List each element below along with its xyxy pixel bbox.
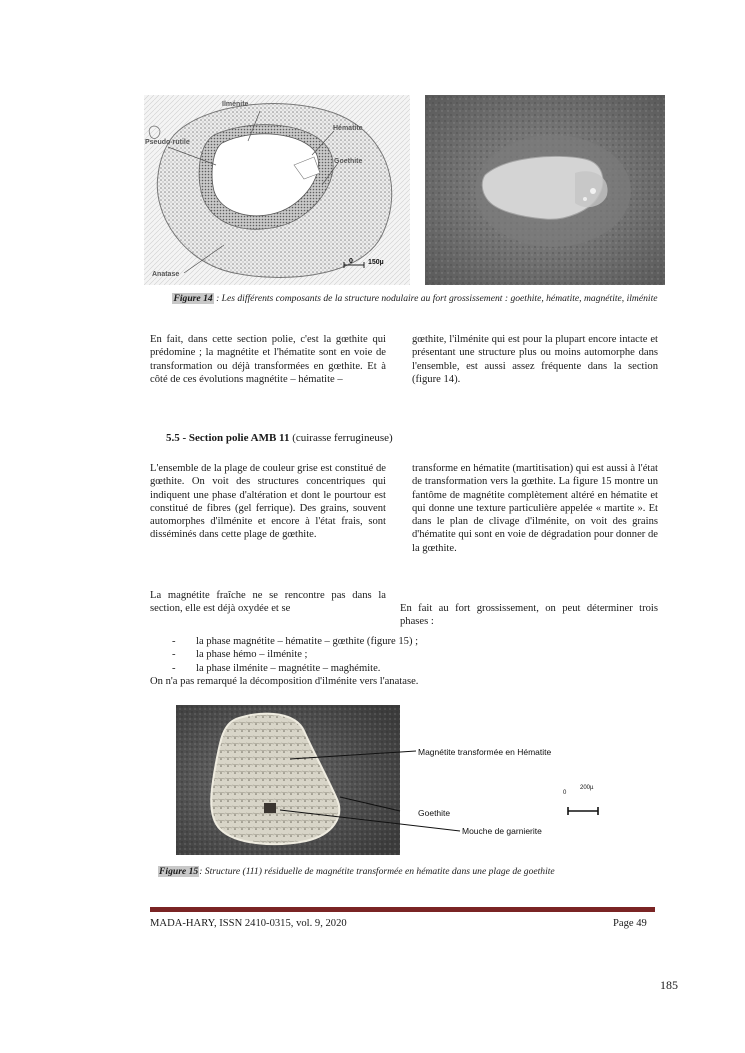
- bullet-dash: -: [172, 662, 176, 674]
- figure-15-caption-text: : Structure (111) résiduelle de magnétite transformée en hématite dans une plage de goethite: [199, 866, 555, 877]
- bullet-dash: -: [172, 649, 176, 661]
- scale-value-14: 150µ: [368, 259, 384, 266]
- page-number: 185: [660, 978, 678, 992]
- para2-right-continued: En fait au fort grossissement, on peut déterminer trois phases :: [400, 603, 658, 628]
- list-item: - la phase hémo – ilménite ;: [172, 649, 308, 661]
- label-hematite: Hématite: [333, 125, 363, 132]
- figure-14-sketch: [144, 95, 410, 285]
- para2-left: L'ensemble de la plage de couleur grise est constitué de gœthite. On voit des structures concentriques qui indiquent une phase d'altération et dont le pourtour est constitué de fibres (gel ferrique). Des grains, souvent automorphes d'ilménite et encore à l'état frais, sont disséminés dans cette plage de gœthite.: [150, 463, 386, 541]
- scale-value-15: 200µ: [580, 785, 594, 791]
- section-heading: [166, 432, 393, 444]
- scale-zero-14: 0: [349, 258, 353, 265]
- label-mouche: Mouche de garnierite: [462, 826, 542, 836]
- label-anatase: Anatase: [152, 271, 180, 278]
- para2-left-continued: La magnétite fraîche ne se rencontre pas dans la section, elle est déjà oxydée et se: [150, 590, 386, 615]
- figure-15-caption-label: Figure 15: [159, 866, 199, 877]
- scale-zero-15: 0: [563, 790, 567, 796]
- figure-14-micrograph: [425, 95, 665, 285]
- note: On n'a pas remarqué la décomposition d'ilménite vers l'anatase.: [150, 676, 419, 687]
- para2-right: transforme en hématite (martitisation) qui est aussi à l'état de transformation vers la gœthite. La figure 15 montre un fantôme de magnétite complètement altéré en hématite et qui donne une texture particulière appelée « martite ». Et dans le plan de clivage d'ilménite, on voit des grains d'hématite qui sont en voie de dégradation pour donner de la gœthite.: [412, 463, 658, 554]
- label-ilmenite: Ilménite: [222, 101, 249, 108]
- bullet-dash: -: [172, 636, 176, 647]
- figure-15-caption: [150, 865, 698, 878]
- label-goethite: Goethite: [334, 158, 363, 165]
- label-goethite-15: Goethite: [418, 808, 451, 818]
- section-subtitle: (cuirasse ferrugineuse): [289, 432, 393, 444]
- para1-left: En fait, dans cette section polie, c'est la gœthite qui prédomine ; la magnétite et l'hématite sont en voie de transformation ou déjà transformées en gœthite. Et à côté de ces évolutions magnétite – hématite –: [150, 334, 386, 385]
- label-pseudo-rutile: Pseudo-rutile: [145, 139, 190, 146]
- list-item: - la phase magnétite – hématite – gœthite (figure 15) ;: [172, 636, 419, 647]
- label-magnetite: Magnétite transformée en Hématite: [418, 747, 552, 757]
- phases-list: [172, 635, 652, 675]
- scale-bar-15: [566, 806, 600, 816]
- figure-14-caption-text: : Les différents composants de la structure nodulaire au fort grossissement : goethite, hématite, magnétite, ilménite: [213, 293, 658, 304]
- footer-page: Page 49: [613, 918, 647, 929]
- figure-14-caption: [150, 292, 680, 305]
- footer-journal: MADA-HARY, ISSN 2410-0315, vol. 9, 2020: [150, 918, 347, 929]
- list-item: - la phase ilménite – magnétite – maghémite.: [172, 662, 381, 674]
- figure-14-caption-label: Figure 14: [173, 293, 213, 304]
- section-title: 5.5 - Section polie AMB 11: [166, 432, 290, 444]
- footer-rule: [150, 907, 655, 912]
- para1-right: gœthite, l'ilménite qui est pour la plupart encore intacte et présentant une structure plus ou moins automorphe dans l'ensemble, est aussi assez fréquente dans la section (figure 14).: [412, 334, 658, 385]
